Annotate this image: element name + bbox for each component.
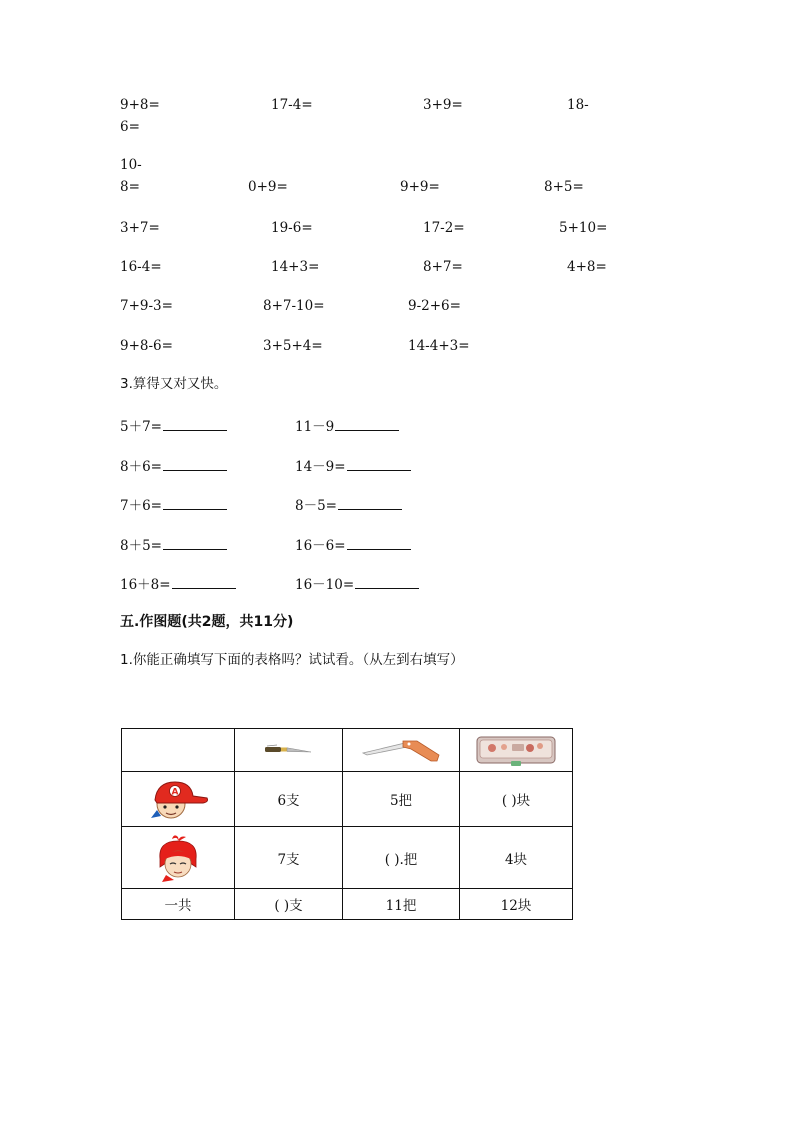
answer-blank[interactable] bbox=[172, 575, 236, 589]
problem: 7＋6= bbox=[120, 498, 162, 514]
table-header-row bbox=[122, 729, 573, 772]
problem: 14-4+3= bbox=[408, 338, 470, 354]
fill-blank-left bbox=[120, 417, 227, 436]
problem: 14+3= bbox=[271, 259, 320, 275]
problem: 16－6= bbox=[295, 538, 346, 554]
cap-letter: A bbox=[171, 787, 179, 798]
table-cell-girl-pens: 7支 bbox=[235, 827, 343, 889]
section-5-heading: 五.作图题(共2题，共11分) bbox=[120, 614, 294, 630]
fill-blank-right bbox=[295, 536, 411, 555]
problem: 16－10= bbox=[295, 577, 355, 593]
table-cell-boy-cases[interactable]: ( )块 bbox=[460, 772, 573, 827]
fill-blank-right bbox=[295, 417, 399, 436]
problem: 14－9= bbox=[295, 459, 346, 475]
knife-icon bbox=[359, 735, 443, 765]
problem: 7+9-3= bbox=[120, 298, 173, 314]
problem: 4+8= bbox=[567, 259, 607, 275]
problem: 8＋5= bbox=[120, 538, 162, 554]
problem-wrap: 6= bbox=[120, 119, 140, 135]
problem: 8= bbox=[120, 179, 140, 195]
answer-blank[interactable] bbox=[347, 457, 411, 471]
answer-blank[interactable] bbox=[163, 457, 227, 471]
fill-blank-right bbox=[295, 575, 419, 594]
table-row-boy bbox=[122, 772, 573, 827]
answer-blank[interactable] bbox=[163, 417, 227, 431]
answer-blank[interactable] bbox=[163, 496, 227, 510]
table-row-girl bbox=[122, 827, 573, 889]
problem: 8+7= bbox=[423, 259, 463, 275]
problem: 9-2+6= bbox=[408, 298, 461, 314]
table-cell-girl-cases: 4块 bbox=[460, 827, 573, 889]
section-3-title: 3.算得又对又快。 bbox=[120, 376, 228, 392]
answer-blank[interactable] bbox=[355, 575, 419, 589]
table-cell-pencil-case bbox=[460, 729, 573, 772]
problem: 9+9= bbox=[400, 179, 440, 195]
table-cell-girl-knives[interactable]: ( ).把 bbox=[343, 827, 460, 889]
problem: 19-6= bbox=[271, 220, 313, 236]
fill-blank-left bbox=[120, 536, 227, 555]
table-cell-total-knives: 11把 bbox=[343, 889, 460, 920]
problem: 8+5= bbox=[544, 179, 584, 195]
problem-top: 10- bbox=[120, 157, 142, 173]
table-cell-total-pens[interactable]: ( )支 bbox=[235, 889, 343, 920]
items-table bbox=[121, 728, 573, 920]
girl-avatar-icon bbox=[152, 833, 204, 883]
problem: 8＋6= bbox=[120, 459, 162, 475]
problem: 5＋7= bbox=[120, 419, 162, 435]
pen-icon bbox=[263, 742, 315, 758]
table-cell-empty bbox=[122, 729, 235, 772]
table-cell-knife bbox=[343, 729, 460, 772]
fill-blank-left bbox=[120, 575, 236, 594]
table-cell-pen bbox=[235, 729, 343, 772]
table-cell-boy-knives: 5把 bbox=[343, 772, 460, 827]
table-total-row bbox=[122, 889, 573, 920]
fill-blank-right bbox=[295, 496, 402, 515]
answer-blank[interactable] bbox=[347, 536, 411, 550]
problem: 5+10= bbox=[559, 220, 608, 236]
problem: 3+7= bbox=[120, 220, 160, 236]
problem: 0+9= bbox=[248, 179, 288, 195]
problem: 18- bbox=[567, 97, 589, 113]
answer-blank[interactable] bbox=[335, 417, 399, 431]
problem: 9+8= bbox=[120, 97, 160, 113]
problem: 8－5= bbox=[295, 498, 337, 514]
problem: 17-4= bbox=[271, 97, 313, 113]
fill-blank-left bbox=[120, 496, 227, 515]
question-1: 1.你能正确填写下面的表格吗？试试看。（从左到右填写） bbox=[120, 652, 464, 668]
problem: 3+9= bbox=[423, 97, 463, 113]
table-cell-total-cases: 12块 bbox=[460, 889, 573, 920]
boy-avatar-icon bbox=[145, 778, 211, 820]
fill-blank-left bbox=[120, 457, 227, 476]
problem: 9+8-6= bbox=[120, 338, 173, 354]
problem: 16＋8= bbox=[120, 577, 171, 593]
table-cell-boy-pens: 6支 bbox=[235, 772, 343, 827]
problem: 16-4= bbox=[120, 259, 162, 275]
answer-blank[interactable] bbox=[338, 496, 402, 510]
answer-blank[interactable] bbox=[163, 536, 227, 550]
problem: 17-2= bbox=[423, 220, 465, 236]
problem: 3+5+4= bbox=[263, 338, 323, 354]
pencil-case-icon bbox=[474, 733, 558, 767]
fill-blank-right bbox=[295, 457, 411, 476]
table-cell-total-label: 一共 bbox=[122, 889, 235, 920]
problem: 8+7-10= bbox=[263, 298, 325, 314]
table-cell-boy bbox=[122, 772, 235, 827]
problem: 11－9 bbox=[295, 419, 335, 435]
table-cell-girl bbox=[122, 827, 235, 889]
